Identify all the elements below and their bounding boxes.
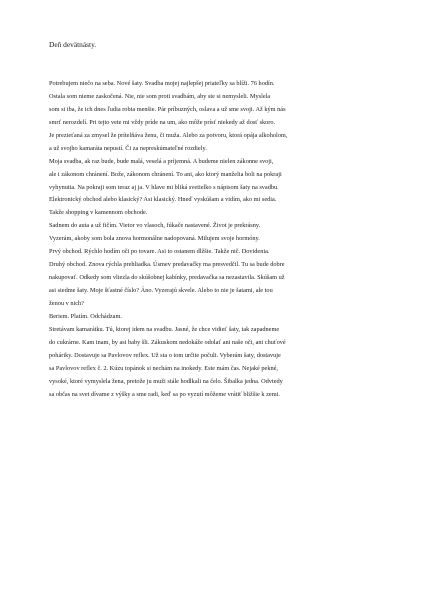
text-line: Takže shopping v kamennom obchode. [49,209,148,217]
text-line: Potrebujem niečo na seba. Nové šaty. Svadba mojej najlepšej priateľky sa blíži. 76 hodín. [49,80,275,87]
text-line: ženou v nich? [49,299,84,307]
text-line: Ostala som nieme zaskočená. Nie, nie som proti svadbám, aby ste si nemysleli. Myslela [49,92,271,100]
text-line: Vyzerám, akoby som bola znova hormonálne nadopovaná. Milujem svoje hormóny. [49,235,260,243]
text-line: asi siedme šaty. Moje šťastné číslo? Áno. Vyzerajú skvele. Alebo to nie je šatami, ale tou [49,287,273,294]
text-line: Sadnem do auta a už fičím. Vietor vo vlasoch, fúkače nastavené. Život je prekrásny. [49,222,261,230]
text-line: Druhý obchod. Znova rýchla prehliadka. Úsmev predavačky ma presvedčil. Tu sa bude dobre [49,261,285,269]
text-line: Elektronický obchod alebo klasický? Asi klasický. Hneď vyskúšam a vidím, ako mi sedia. [49,196,277,204]
text-line: Moja svadba, ak raz bude, bude malá, veselá a príjemná. A budeme nielen zákonne svoji, [49,157,274,165]
text-line: smrť nerozdelí. Pri tejto vete mi vždy príde na um, ako môže prísť niekedy až dosť skoro. [49,118,276,126]
document-title: Deň devätnásty. [49,40,97,49]
text-line: som si iba, že ich dnes ľudia robia menšie. Pár príbuzných, oslava a už sme svoji. Až kým nás [49,105,286,113]
text-line: a už svojho kamaráta nepustí. Či za nepreskúmateľné rozdiely. [49,144,207,152]
text-line: vyhynutia. Na pokraji som teraz aj ja. V hlave mi bliká svetielko s nápisom šaty na svadbu. [49,183,279,191]
text-line: Je prezieťaná za zmysel že prítelňáva ženu, či muža. Alebo za potvoru, ktorá opája alkoholom, [49,131,288,139]
text-line: poháriky. Dostavuje sa Pavlovov reflex. Už sta o tom určite počuli. Vyberám šaty, dostavuje [49,351,281,359]
document-body [49,78,379,401]
text-line: Stretávam kamarátku. Tú, ktorej idem na svadbu. Jasné, že chce vidieť šaty, tak zapadneme [49,325,280,333]
text-line: Beriem. Platím. Odchádzam. [49,312,122,320]
text-line: ale i zákonom chránení. Bože, zákonom chránení. To ani, ako ktorý manželia boli na pokraji [49,170,282,178]
text-line: do cukrárne. Kam inam, by asi baby šli. Zákuskom nedokáže odolať ani naše oči, ani chuťové [49,338,286,346]
text-line: nakupovať. Odkedy som vliezla do skúšobnej kabínky, predavačka sa nezastavila. Skúšam už [49,274,285,282]
text-line: sa Pavlovov reflex č. 2. Kúzu topánok si nechám na inokedy. Este mám čas. Nejaké pekné, [49,364,279,372]
text-line: vysoké, ktoré vymyslela žena, pretože ju muži stále hodlkali na čelo. Šibalka jedna. Odvtedy [49,377,283,385]
text-line: sa občas na svet dívame z výšky a sme radi, keď sa po vyzutí môžeme vrátiť bližšie k zemi. [49,390,280,398]
text-line: Prvý obchod. Rýchlo hodím oči po tovare. Asi to ostanem dlžšie. Takže nič. Dovidenia. [49,248,270,256]
